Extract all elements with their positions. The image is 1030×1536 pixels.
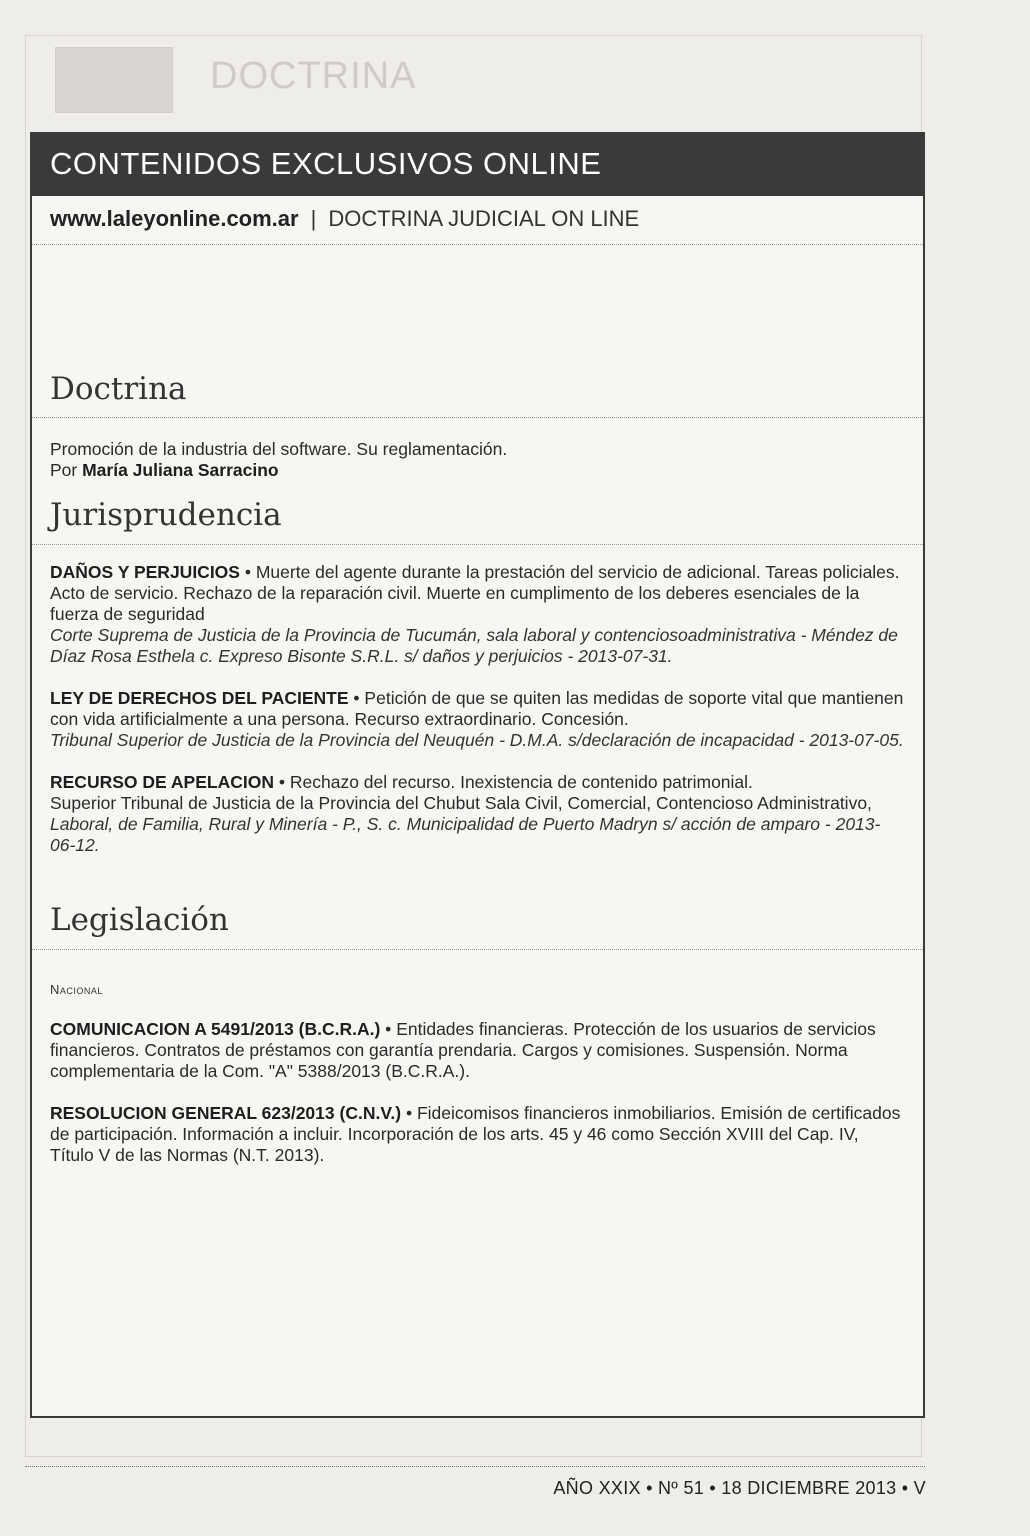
section-heading-doctrina: Doctrina bbox=[50, 371, 187, 407]
banner-title: CONTENIDOS EXCLUSIVOS ONLINE bbox=[50, 146, 602, 181]
section-rule bbox=[32, 417, 923, 418]
entry-topic: DAÑOS Y PERJUICIOS bbox=[50, 562, 240, 582]
bullet: • bbox=[353, 688, 360, 708]
footer-rule bbox=[25, 1466, 925, 1467]
section-rule bbox=[32, 949, 923, 950]
entry-text bbox=[50, 772, 905, 793]
section-heading-legislacion: Legislación bbox=[50, 902, 229, 938]
jurisprudencia-entry[interactable] bbox=[32, 688, 923, 751]
entry-citation: Laboral, de Familia, Rural y Minería - P., S. c. Municipalidad de Puerto Madryn s/ acción de amparo - 2013-06-12. bbox=[50, 814, 881, 855]
entry-summary: Petición de que se quiten las medidas de soporte vital que mantienen con vida artificialmente a una persona. Recurso extraordinario. Concesión. bbox=[50, 688, 904, 729]
entry-topic: RESOLUCION GENERAL 623/2013 (C.N.V.) bbox=[50, 1103, 402, 1123]
legislacion-entry[interactable] bbox=[32, 1103, 923, 1166]
section-heading-jurisprudencia: Jurisprudencia bbox=[50, 497, 282, 533]
website-link[interactable]: www.laleyonline.com.ar bbox=[50, 206, 299, 231]
banner-subtitle: DOCTRINA JUDICIAL ON LINE bbox=[328, 206, 640, 231]
entry-topic: RECURSO DE APELACION bbox=[50, 772, 274, 792]
jurisprudencia-entry[interactable] bbox=[32, 772, 923, 856]
entry-summary: Muerte del agente durante la prestación del servicio de adicional. Tareas policiales. Acto de servicio. Rechazo de la reparación civil. Muerte en cumplimento de los deberes esenciales de la fuerza de seguridad bbox=[50, 562, 900, 624]
background-logo bbox=[55, 47, 173, 113]
entry-summary: Fideicomisos financieros inmobiliarios. Emisión de certificados de participación. Información a incluir. Incorporación de los arts. 45 y 46 como Sección XVIII del Cap. IV, Título V de las Normas (N.T. 2013). bbox=[50, 1103, 901, 1165]
doctrina-entry bbox=[32, 439, 923, 481]
section-rule bbox=[32, 544, 923, 545]
doctrina-entry-title[interactable]: Promoción de la industria del software. Su reglamentación. bbox=[50, 439, 508, 459]
entry-citation: Corte Suprema de Justicia de la Provincia de Tucumán, sala laboral y contenciosoadministrativa - Méndez de Díaz Rosa Esthela c. Expreso Bisonte S.R.L. s/ daños y perjuicios - 2013-07-31. bbox=[50, 625, 898, 666]
entry-topic: LEY DE DERECHOS DEL PACIENTE bbox=[50, 688, 349, 708]
scope-label: Nacional bbox=[50, 982, 103, 997]
url-line bbox=[32, 196, 923, 245]
bullet: • bbox=[244, 562, 251, 582]
bullet: • bbox=[385, 1019, 392, 1039]
bullet: • bbox=[405, 1103, 413, 1123]
legislacion-entry[interactable] bbox=[32, 1019, 923, 1082]
jurisprudencia-entry[interactable] bbox=[32, 562, 923, 667]
entry-text bbox=[50, 688, 905, 730]
bullet: • bbox=[278, 772, 285, 792]
entry-text bbox=[50, 562, 905, 625]
author-prefix: Por bbox=[50, 460, 78, 480]
separator: | bbox=[310, 206, 317, 231]
entry-summary: Rechazo del recurso. Inexistencia de contenido patrimonial. bbox=[289, 772, 753, 792]
entry-citation: Tribunal Superior de Justicia de la Provincia del Neuquén - D.M.A. s/declaración de incapacidad - 2013-07-05. bbox=[50, 730, 904, 750]
online-contents-box bbox=[30, 132, 925, 1418]
entry-court: Superior Tribunal de Justicia de la Provincia del Chubut Sala Civil, Comercial, Contencioso Administrativo, bbox=[50, 793, 872, 813]
doctrina-author-line bbox=[50, 460, 905, 481]
issue-footer: AÑO XXIX • Nº 51 • 18 DICIEMBRE 2013 • V bbox=[553, 1478, 926, 1498]
author-name: María Juliana Sarracino bbox=[82, 460, 279, 480]
background-heading: DOCTRINA bbox=[210, 55, 417, 97]
entry-summary: Entidades financieras. Protección de los usuarios de servicios financieros. Contratos de préstamos con garantía prendaria. Cargos y comisiones. Suspensión. Norma complementaria de la Com. "A" 5388/2013 (B.C.R.A.). bbox=[50, 1019, 876, 1081]
banner bbox=[32, 132, 923, 196]
entry-topic: COMUNICACION A 5491/2013 (B.C.R.A.) bbox=[50, 1019, 381, 1039]
